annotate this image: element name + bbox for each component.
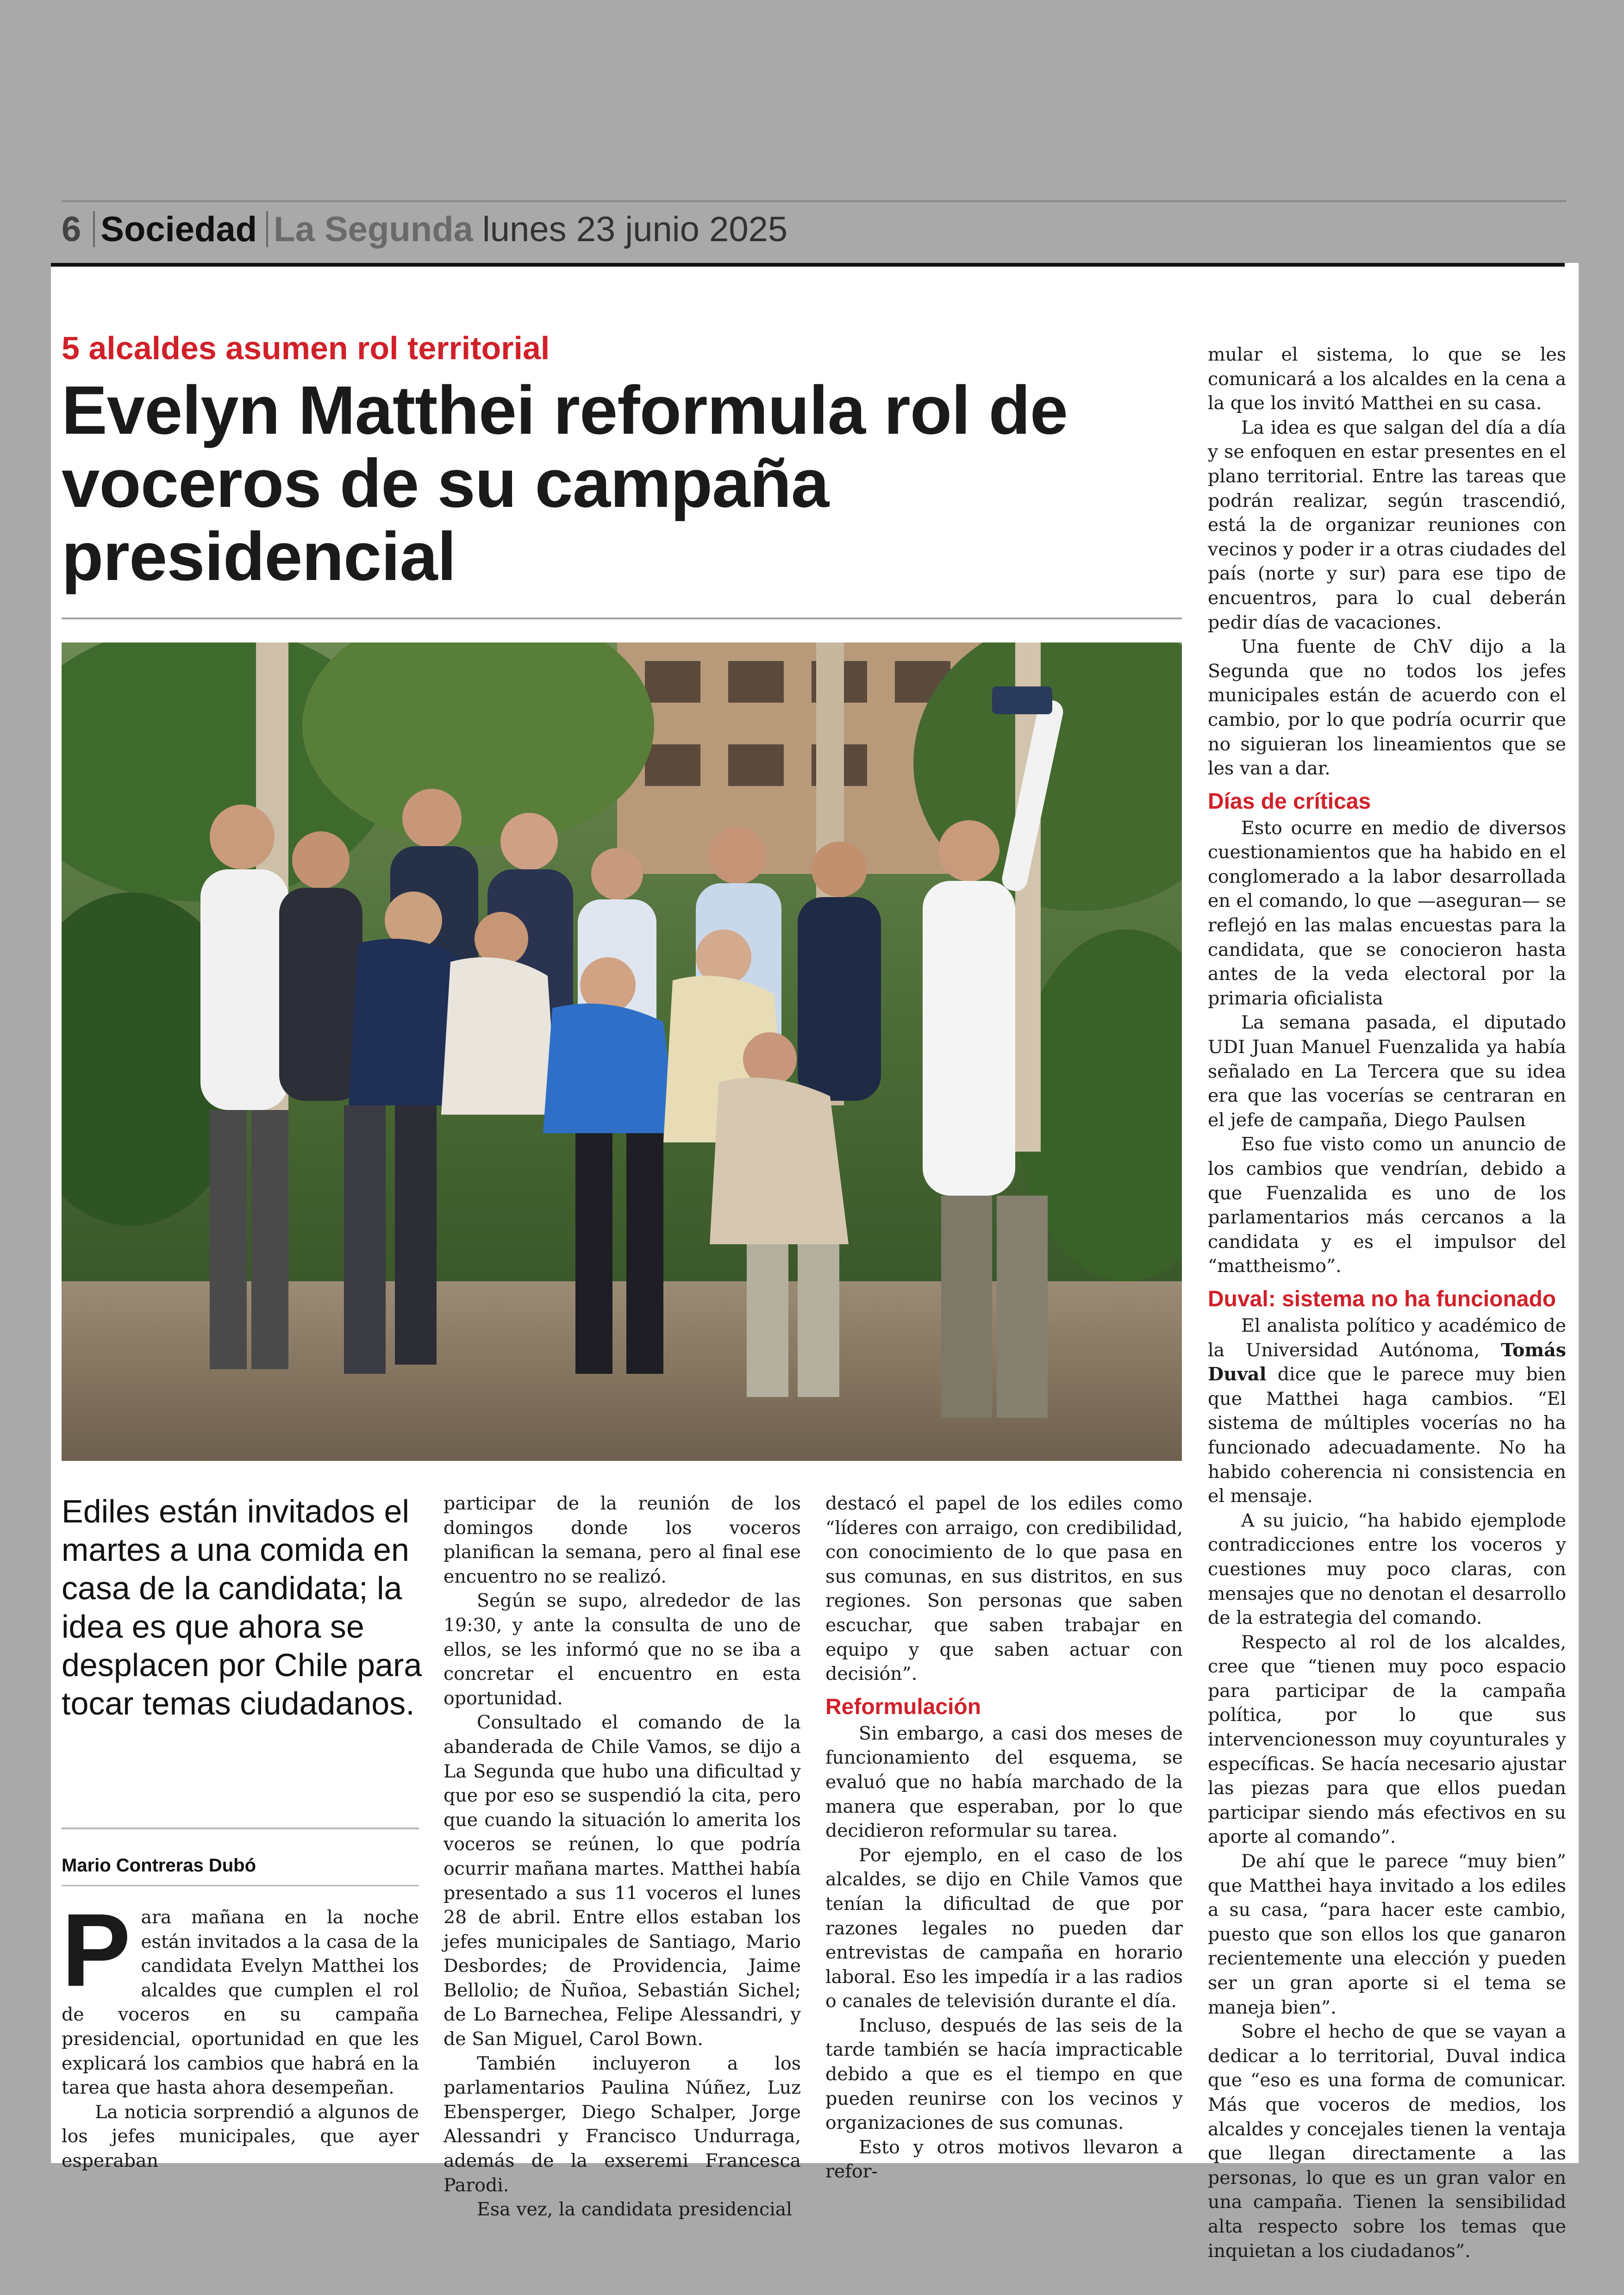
article-kicker: 5 alcaldes asumen rol territorial [62, 330, 550, 366]
article-paragraph: participar de la reunión de los domingos donde los voceros planifican la semana, pero al final ese encuentro no se realizó. [443, 1493, 801, 1587]
paragraph-text: ara mañana en la noche están invitados a la casa de la candidata Evelyn Matthei los alcaldes que cumplen el rol de voceros en su campaña presidencial, oportunidad en que les explicará los cambios que habrá en la tarea que hasta ahora desempeñan. [62, 1907, 419, 2099]
article-headline: Evelyn Matthei reformula rol de voceros de su campaña presidencial [62, 372, 1068, 595]
page-header [62, 204, 787, 255]
deck-rule [62, 1827, 419, 1829]
headline-rule [62, 617, 1182, 619]
article-paragraph: Incluso, después de las seis de la tarde también se hacía impracticable debido a que es el tiempo en que pueden reunirse con los vecinos y organizaciones de sus comunas. [825, 2014, 1183, 2134]
publication-name: La Segunda [274, 209, 473, 249]
article-paragraph: Sin embargo, a casi dos meses de funcionamiento del esquema, se evaluó que no había marchado de la manera que esperaban, por lo que decidieron reformular su tarea. [825, 1722, 1183, 1842]
page-number: 6 [62, 209, 81, 249]
article-byline: Mario Contreras Dubó [62, 1855, 256, 1876]
article-column-2 [443, 1491, 801, 2222]
article-paragraph: De ahí que le parece “muy bien” que Matthei haya invitado a los ediles a su casa, “para hacer este cambio, puesto que son ellos los que ganaron recientemente una elección y pueden ser un gran aporte si el tema se maneja bien”. [1208, 1851, 1566, 2018]
article-paragraph: La noticia sorprendió a algunos de los jefes municipales, que ayer esperaban [62, 2101, 419, 2171]
article-paragraph: Esa vez, la candidata presidencial [477, 2199, 792, 2220]
article-paragraph [1208, 1314, 1566, 1509]
paragraph-text: dice que le parece muy bien que Matthei haga cambios. “El sistema de múltiples vocerías no ha funcionado adecuadamente. No ha habido coherencia ni consistencia en el mensaje. [1208, 1364, 1566, 1507]
article-paragraph: La idea es que salgan del día a día y se enfoquen en estar presentes en el plano territorial. Entre las tareas que podrán realizar, según trascendió, está la de organizar reuniones con vecinos y poder ir a otras ciudades del país (norte y sur) para ese tipo de encuentros, para lo cual deberán pedir días de vacaciones. [1208, 417, 1566, 633]
article-column-4 [1208, 343, 1566, 2263]
page-top-rule [51, 263, 1565, 267]
subhead-reformulacion: Reformulación [825, 1694, 981, 1719]
article-paragraph: Una fuente de ChV dijo a la Segunda que no todos los jefes municipales están de acuerdo con el cambio, por lo que podría ocurrir que no siguieran los lineamientos que se les van a dar. [1208, 636, 1566, 780]
header-divider [93, 211, 95, 247]
article-paragraph: También incluyeron a los parlamentarios Paulina Núñez, Luz Ebensperger, Diego Schalper, Jorge Alessandri y Francisco Undurraga, además de la exseremi Francesca Parodi. [443, 2052, 801, 2196]
section-name: Sociedad [100, 209, 257, 249]
article-paragraph: Sobre el hecho de que se vayan a dedicar a lo territorial, Duval indica que “eso es una forma de comunicar. Más que voceros de medios, los alcaldes y concejales tienen la ventaja que llegan directamente a las personas, lo que es un gran valor en una campaña. Tienen la sensibilidad alta respecto sobre los temas que inquietan a los ciudadanos”. [1208, 2021, 1566, 2262]
article-deck: Ediles están invitados el martes a una comida en casa de la candidata; la idea es que ahora se desplacen por Chile para tocar temas ciudadanos. [62, 1493, 422, 1721]
article-column-1 [62, 1892, 419, 2173]
article-paragraph: Respecto al rol de los alcaldes, cree que “tienen muy poco espacio para participar de la campaña política, por lo que sus intervencionesson muy coyunturales y específicas. Se hacía necesario ajustar las piezas para que ellos puedan participar siendo más efectivos en su aporte al comando”. [1208, 1631, 1566, 1848]
publication-date: lunes 23 junio 2025 [482, 209, 788, 249]
article-paragraph: Consultado el comando de la abanderada de Chile Vamos, se dijo a La Segunda que hubo una dificultad y que por eso se suspendió la cita, pero que cuando la situación lo amerita los voceros se reúnen, lo que podría ocurrir mañana martes. Matthei había presentado a sus 11 voceros el lunes 28 de abril. Entre ellos estaban los jefes municipales de Santiago, Mario Desbordes; de Providencia, Jaime Bellolio; de Ñuñoa, Sebastián Sichel; de Lo Barnechea, Felipe Alessandri, y de San Miguel, Carol Bown. [443, 1712, 801, 2050]
article-paragraph: mular el sistema, lo que se les comunicará a los alcaldes en la cena a la que los invitó Matthei en su casa. [1208, 344, 1566, 414]
article-paragraph: La semana pasada, el diputado UDI Juan Manuel Fuenzalida ya había señalado en La Tercera que su idea era que las vocerías se centraran en el jefe de campaña, Diego Paulsen [1208, 1012, 1566, 1131]
subhead-duval: Duval: sistema no ha funcionado [1208, 1286, 1556, 1311]
article-column-3 [825, 1491, 1183, 2184]
article-paragraph: Esto y otros motivos llevaron a refor- [825, 2136, 1183, 2183]
group-selfie-photo [62, 642, 1182, 1461]
subhead-dias-de-criticas: Días de críticas [1208, 789, 1371, 814]
paragraph-text: El analista político y académico de la Universidad Autónoma, [1208, 1315, 1566, 1361]
article-paragraph: A su juicio, “ha habido ejemplode contradicciones entre los voceros y cuestiones muy poco claras, con mensajes que no denotan el desarrollo de la estrategia del comando. [1208, 1509, 1566, 1629]
article-paragraph: Esto ocurre en medio de diversos cuestionamientos que ha habido en el conglomerado a la labor desarrollada en el comando, lo que —aseguran— se reflejó en las malas encuestas para la candidata, que se conocieron hasta antes de la veda electoral por la primaria oficialista [1208, 817, 1566, 1009]
header-divider [266, 211, 268, 247]
header-rule [62, 200, 1566, 202]
drop-cap: P [62, 1892, 131, 2008]
article-paragraph: destacó el papel de los ediles como “líderes con arraigo, con credibilidad, con conocimiento de lo que pasa en sus comunas, en sus distritos, en sus regiones. Son personas que saben escuchar, que saben trabajar en equipo y que saben actuar con decisión”. [825, 1493, 1183, 1685]
article-paragraph [62, 1892, 419, 2100]
quoted-name: Tomás Duval [1208, 1339, 1566, 1385]
byline-rule [62, 1885, 419, 1886]
article-paragraph: Eso fue visto como un anuncio de los cambios que vendrían, debido a que Fuenzalida es uno de los parlamentarios más cercanos a la candidata y es el impulsor del “mattheismo”. [1208, 1134, 1566, 1277]
article-paragraph: Según se supo, alrededor de las 19:30, y ante la consulta de uno de ellos, se les informó que no se iba a concretar el encuentro en esta oportunidad. [443, 1590, 801, 1709]
article-paragraph: Por ejemplo, en el caso de los alcaldes, se dijo en Chile Vamos que tenían la dificultad de que por razones legales no pueden dar entrevistas de campaña en horario laboral. Eso les impedía ir a las radios o canales de televisión durante el día. [825, 1844, 1183, 2012]
